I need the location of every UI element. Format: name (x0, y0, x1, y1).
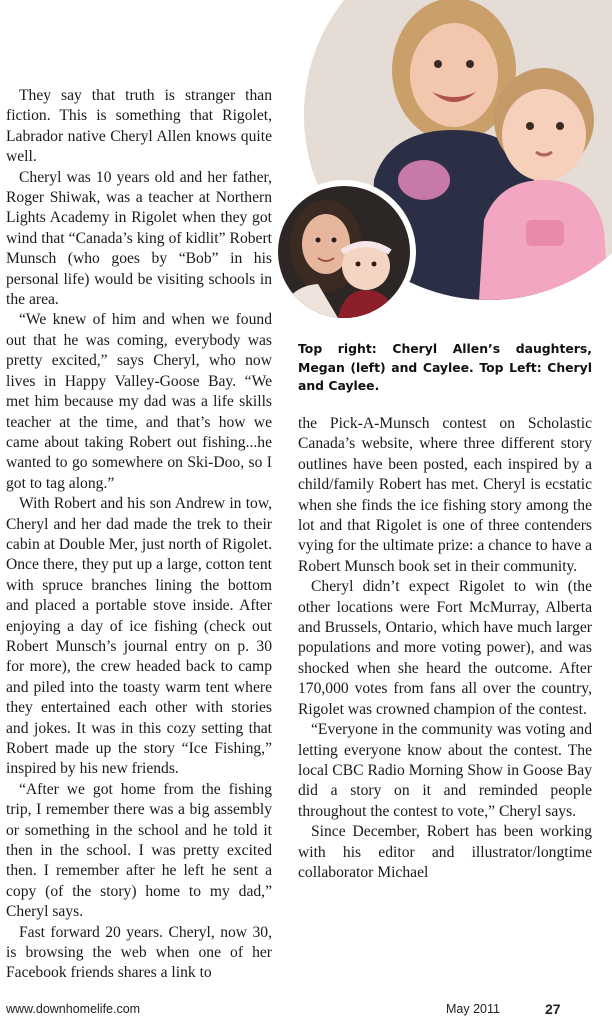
paragraph: With Robert and his son Andrew in tow, Cheryl and her dad made the trek to their cabin at Double Mer, just north of Rigolet. Once there, they put up a large, cotton tent with spruce branches lining the bottom and placed a portable stove inside. After enjoying a day of ice fishing (check out Robert Munsch’s journal entry on p. 30 for more), the crew headed back to camp and piled into the toasty warm tent where they entertained each other with stories and jokes. It was in this cozy setting that Robert made up the story “Ice Fishing,” inspired by his new friends. (6, 495, 272, 778)
paragraph: “We knew of him and when we found out that he was coming, everybody was pretty excited,” says Cheryl, who now lives in Happy Valley-Goose Bay. “We met him because my dad was a life skills teacher at the time, and that’s how we came about taking Robert out fishing...he wanted to go somewhere on Ski-Doo, so I got to tag along.” (6, 311, 272, 492)
paragraph: “After we got home from the fishing trip, I remember there was a big assembly or something in the school and he told it then in the school. I was pretty excited then. I remember after he left he sent a copy (of the story) home to my dad,” Cheryl says. (6, 780, 272, 921)
paragraph: They say that truth is stranger than fiction. This is something that Rigolet, Labrador native Cheryl Allen knows quite well. (6, 87, 272, 166)
paragraph: Since December, Robert has been working with his editor and illustrator/longtime collaborator Michael (298, 823, 592, 881)
photo-caption: Top right: Cheryl Allen’s daughters, Megan (left) and Caylee. Top Left: Cheryl and Caylee. (298, 341, 592, 394)
footer-issue-date: May 2011 (446, 1002, 500, 1016)
article-right-column (298, 414, 592, 883)
cheryl-and-caylee-photo (278, 186, 410, 318)
paragraph-continued: the Pick-A-Munsch contest on Scholastic Canada’s website, where three different story outlines have been posted, each inspired by a child/family Robert has met. Cheryl is ecstatic when she finds the ice fishing story among the lot and that Rigolet is one of three contenders vying for the ultimate prize: a chance to have a Robert Munsch book set in their community. (298, 415, 592, 575)
paragraph: Fast forward 20 years. Cheryl, now 30, is browsing the web when one of her Facebook friends shares a link to (6, 923, 272, 982)
paragraph: Cheryl didn’t expect Rigolet to win (the other locations were Fort McMurray, Alberta and Brussels, Ontario, which have much larger populations and more voting power), and was shocked when she heard the outcome. After 170,000 votes from fans all over the country, Rigolet was crowned champion of the contest. (298, 578, 592, 718)
footer-website: www.downhomelife.com (6, 1002, 141, 1016)
paragraph: “Everyone in the community was voting and letting everyone know about the contest. The local CBC Radio Morning Show in Goose Bay did a story on it and reminded people throughout the contest to vote,” Cheryl says. (298, 721, 592, 820)
article-left-column (6, 86, 272, 984)
page-number: 27 (545, 1001, 561, 1017)
paragraph: Cheryl was 10 years old and her father, Roger Shiwak, was a teacher at Northern Lights Academy in Rigolet when they got wind that “Canada’s king of kidlit” Robert Munsch (who goes by “Bob” in his personal life) would be visiting schools in the area. (6, 168, 272, 309)
